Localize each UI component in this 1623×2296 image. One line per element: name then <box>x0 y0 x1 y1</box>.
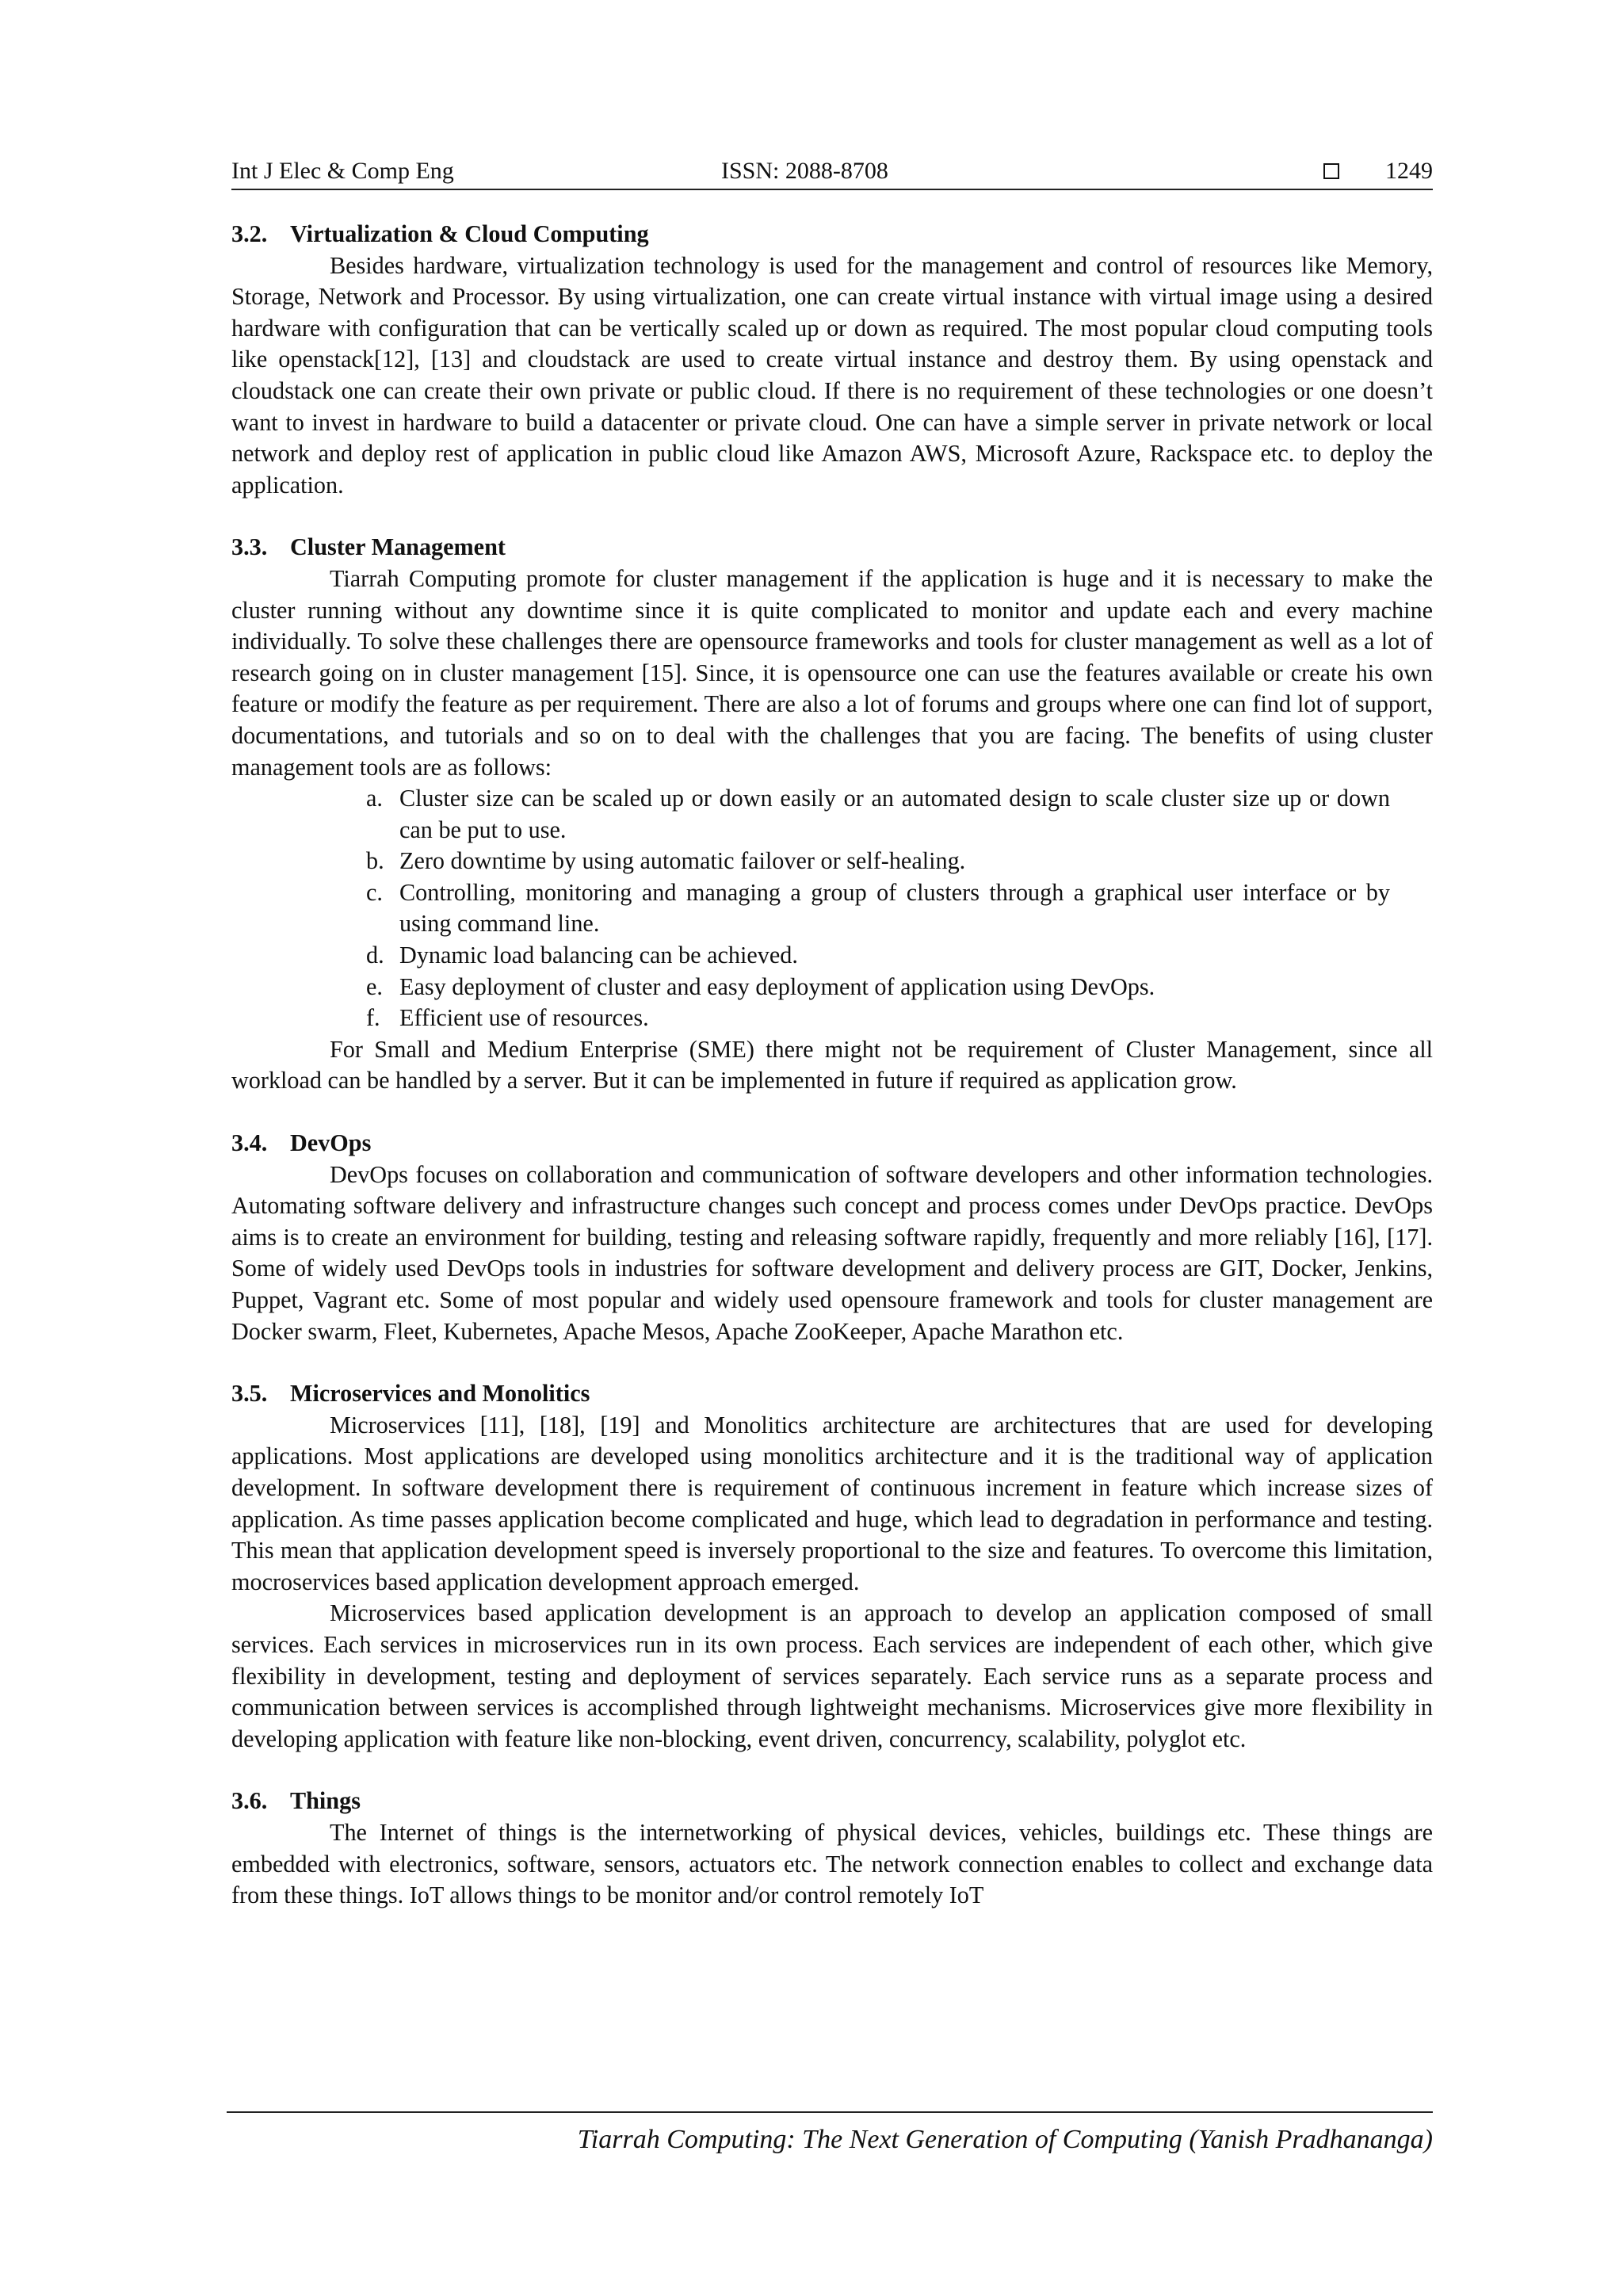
section-title: Microservices and Monolitics <box>290 1380 590 1408</box>
list-item <box>366 972 1433 1003</box>
section-3-2 <box>231 219 1433 501</box>
paragraph: Besides hardware, virtualization technology is used for the management and control of resources like Memory, Storage, Network and Processor. By using virtualization, one can create virtual instance with virtual image using a desired hardware with configuration that can be vertically scaled up or down as required. The most popular cloud computing tools like openstack[12], [13] and cloudstack are used to create virtual instance and destroy them. By using openstack and cloudstack one can create their own private or public cloud. If there is no requirement of these technologies or one doesn’t want to invest in hardware to build a datacenter or private cloud. One can have a simple server in private network or local network and deploy rest of application in public cloud like Amazon AWS, Microsoft Azure, Rackspace etc. to deploy the application. <box>231 251 1433 499</box>
section-number: 3.2. <box>231 220 268 247</box>
benefits-list <box>231 783 1433 1034</box>
paragraph: Microservices [11], [18], [19] and Monolitics architecture are architectures that are used for developing applications. Most applications are developed using monolitics architecture and it is the traditional way of application development. In software development there is requirement of continuous increment in feature which increase sizes of application. As time passes application become complicated and huge, which lead to degradation in performance and testing. This mean that application development speed is inversely proportional to the size and features. To overcome this limitation, mocroservices based application development approach emerged. <box>231 1411 1433 1595</box>
section-3-4 <box>231 1128 1433 1347</box>
list-item-text: Cluster size can be scaled up or down easily or an automated design to scale cluster size up or down can be put to use. <box>399 785 1390 843</box>
paragraph: Microservices based application development is an approach to develop an application composed of small services. Each services in microservices run in its own process. Each services are independent of each other, which give flexibility in development, testing and deployment of services separately. Each service runs as a separate process and communication between services is accomplished through lightweight mechanisms. Microservices give more flexibility in developing application with feature like non-blocking, event driven, concurrency, scalability, polyglot etc. <box>231 1599 1433 1752</box>
list-marker: c. <box>366 878 383 906</box>
footer-title: Tiarrah Computing: The Next Generation of Computing (Yanish Pradhananga) <box>577 2125 1433 2154</box>
section-title: Things <box>290 1787 361 1815</box>
section-number: 3.5. <box>231 1380 268 1408</box>
section-title: DevOps <box>290 1129 372 1157</box>
issn: ISSN: 2088-8708 <box>721 158 888 184</box>
list-item-text: Zero downtime by using automatic failover or self-healing. <box>399 847 966 875</box>
section-number: 3.6. <box>231 1787 268 1815</box>
list-marker: e. <box>366 972 383 1000</box>
paragraph: Tiarrah Computing promote for cluster management if the application is huge and it is necessary to make the cluster running without any downtime since it is quite complicated to monitor and update each and every machine individually. To solve these challenges there are opensource frameworks and tools for cluster management as well as a lot of research going on in cluster management [15]. Since, it is opensource one can use the features available or create his own feature or modify the feature as per requirement. There are also a lot of forums and groups where one can find lot of support, documentations, and tutorials and so on to deal with the challenges that you are facing. The benefits of using cluster management tools are as follows: <box>231 564 1433 781</box>
paragraph: The Internet of things is the internetworking of physical devices, vehicles, buildings etc. These things are embedded with electronics, software, sensors, actuators etc. The network connection enables to collect and exchange data from these things. IoT allows things to be monitor and/or control remotely IoT <box>231 1818 1433 1909</box>
section-number: 3.4. <box>231 1129 268 1157</box>
list-marker: b. <box>366 847 384 875</box>
journal-name: Int J Elec & Comp Eng <box>231 158 454 184</box>
section-heading <box>231 1128 1433 1159</box>
page <box>231 154 1433 1943</box>
paragraph: DevOps focuses on collaboration and communication of software developers and other information technologies. Automating software delivery and infrastructure changes such concept and process comes under DevOps practice. DevOps aims is to create an environment for building, testing and releasing software rapidly, frequently and more reliably [16], [17]. Some of widely used DevOps tools in industries for software development and delivery process are GIT, Docker, Jenkins, Puppet, Vagrant etc. Some of most popular and widely used opensoure framework and tools for cluster management are Docker swarm, Fleet, Kubernetes, Apache Mesos, Apache ZooKeeper, Apache Marathon etc. <box>231 1160 1433 1345</box>
section-heading <box>231 1786 1433 1817</box>
paragraph: For Small and Medium Enterprise (SME) there might not be requirement of Cluster Management, since all workload can be handled by a server. But it can be implemented in future if required as application grow. <box>231 1035 1433 1095</box>
section-3-3 <box>231 532 1433 1097</box>
section-heading <box>231 1378 1433 1410</box>
section-heading <box>231 219 1433 250</box>
square-bullet-icon <box>1323 163 1339 179</box>
list-item <box>366 1003 1433 1034</box>
list-item-text: Efficient use of resources. <box>399 1004 649 1032</box>
section-3-6 <box>231 1786 1433 1911</box>
list-item <box>366 877 1433 940</box>
running-footer <box>227 2111 1433 2157</box>
page-number: 1249 <box>1385 158 1433 184</box>
list-item-text: Controlling, monitoring and managing a group of clusters through a graphical user interface or by using command line. <box>399 878 1390 938</box>
section-number: 3.3. <box>231 533 268 561</box>
running-header <box>231 154 1433 190</box>
list-marker: d. <box>366 942 384 969</box>
list-item <box>366 846 1433 877</box>
section-title: Virtualization & Cloud Computing <box>290 220 649 247</box>
list-item-text: Easy deployment of cluster and easy deployment of application using DevOps. <box>399 972 1155 1000</box>
section-title: Cluster Management <box>290 533 506 561</box>
list-item <box>366 940 1433 972</box>
list-item-text: Dynamic load balancing can be achieved. <box>399 942 798 969</box>
list-marker: f. <box>366 1004 380 1032</box>
body-text <box>231 219 1433 1912</box>
section-3-5 <box>231 1378 1433 1755</box>
list-marker: a. <box>366 785 383 812</box>
list-item <box>366 783 1433 846</box>
section-heading <box>231 532 1433 563</box>
page-number-group <box>1323 154 1433 189</box>
